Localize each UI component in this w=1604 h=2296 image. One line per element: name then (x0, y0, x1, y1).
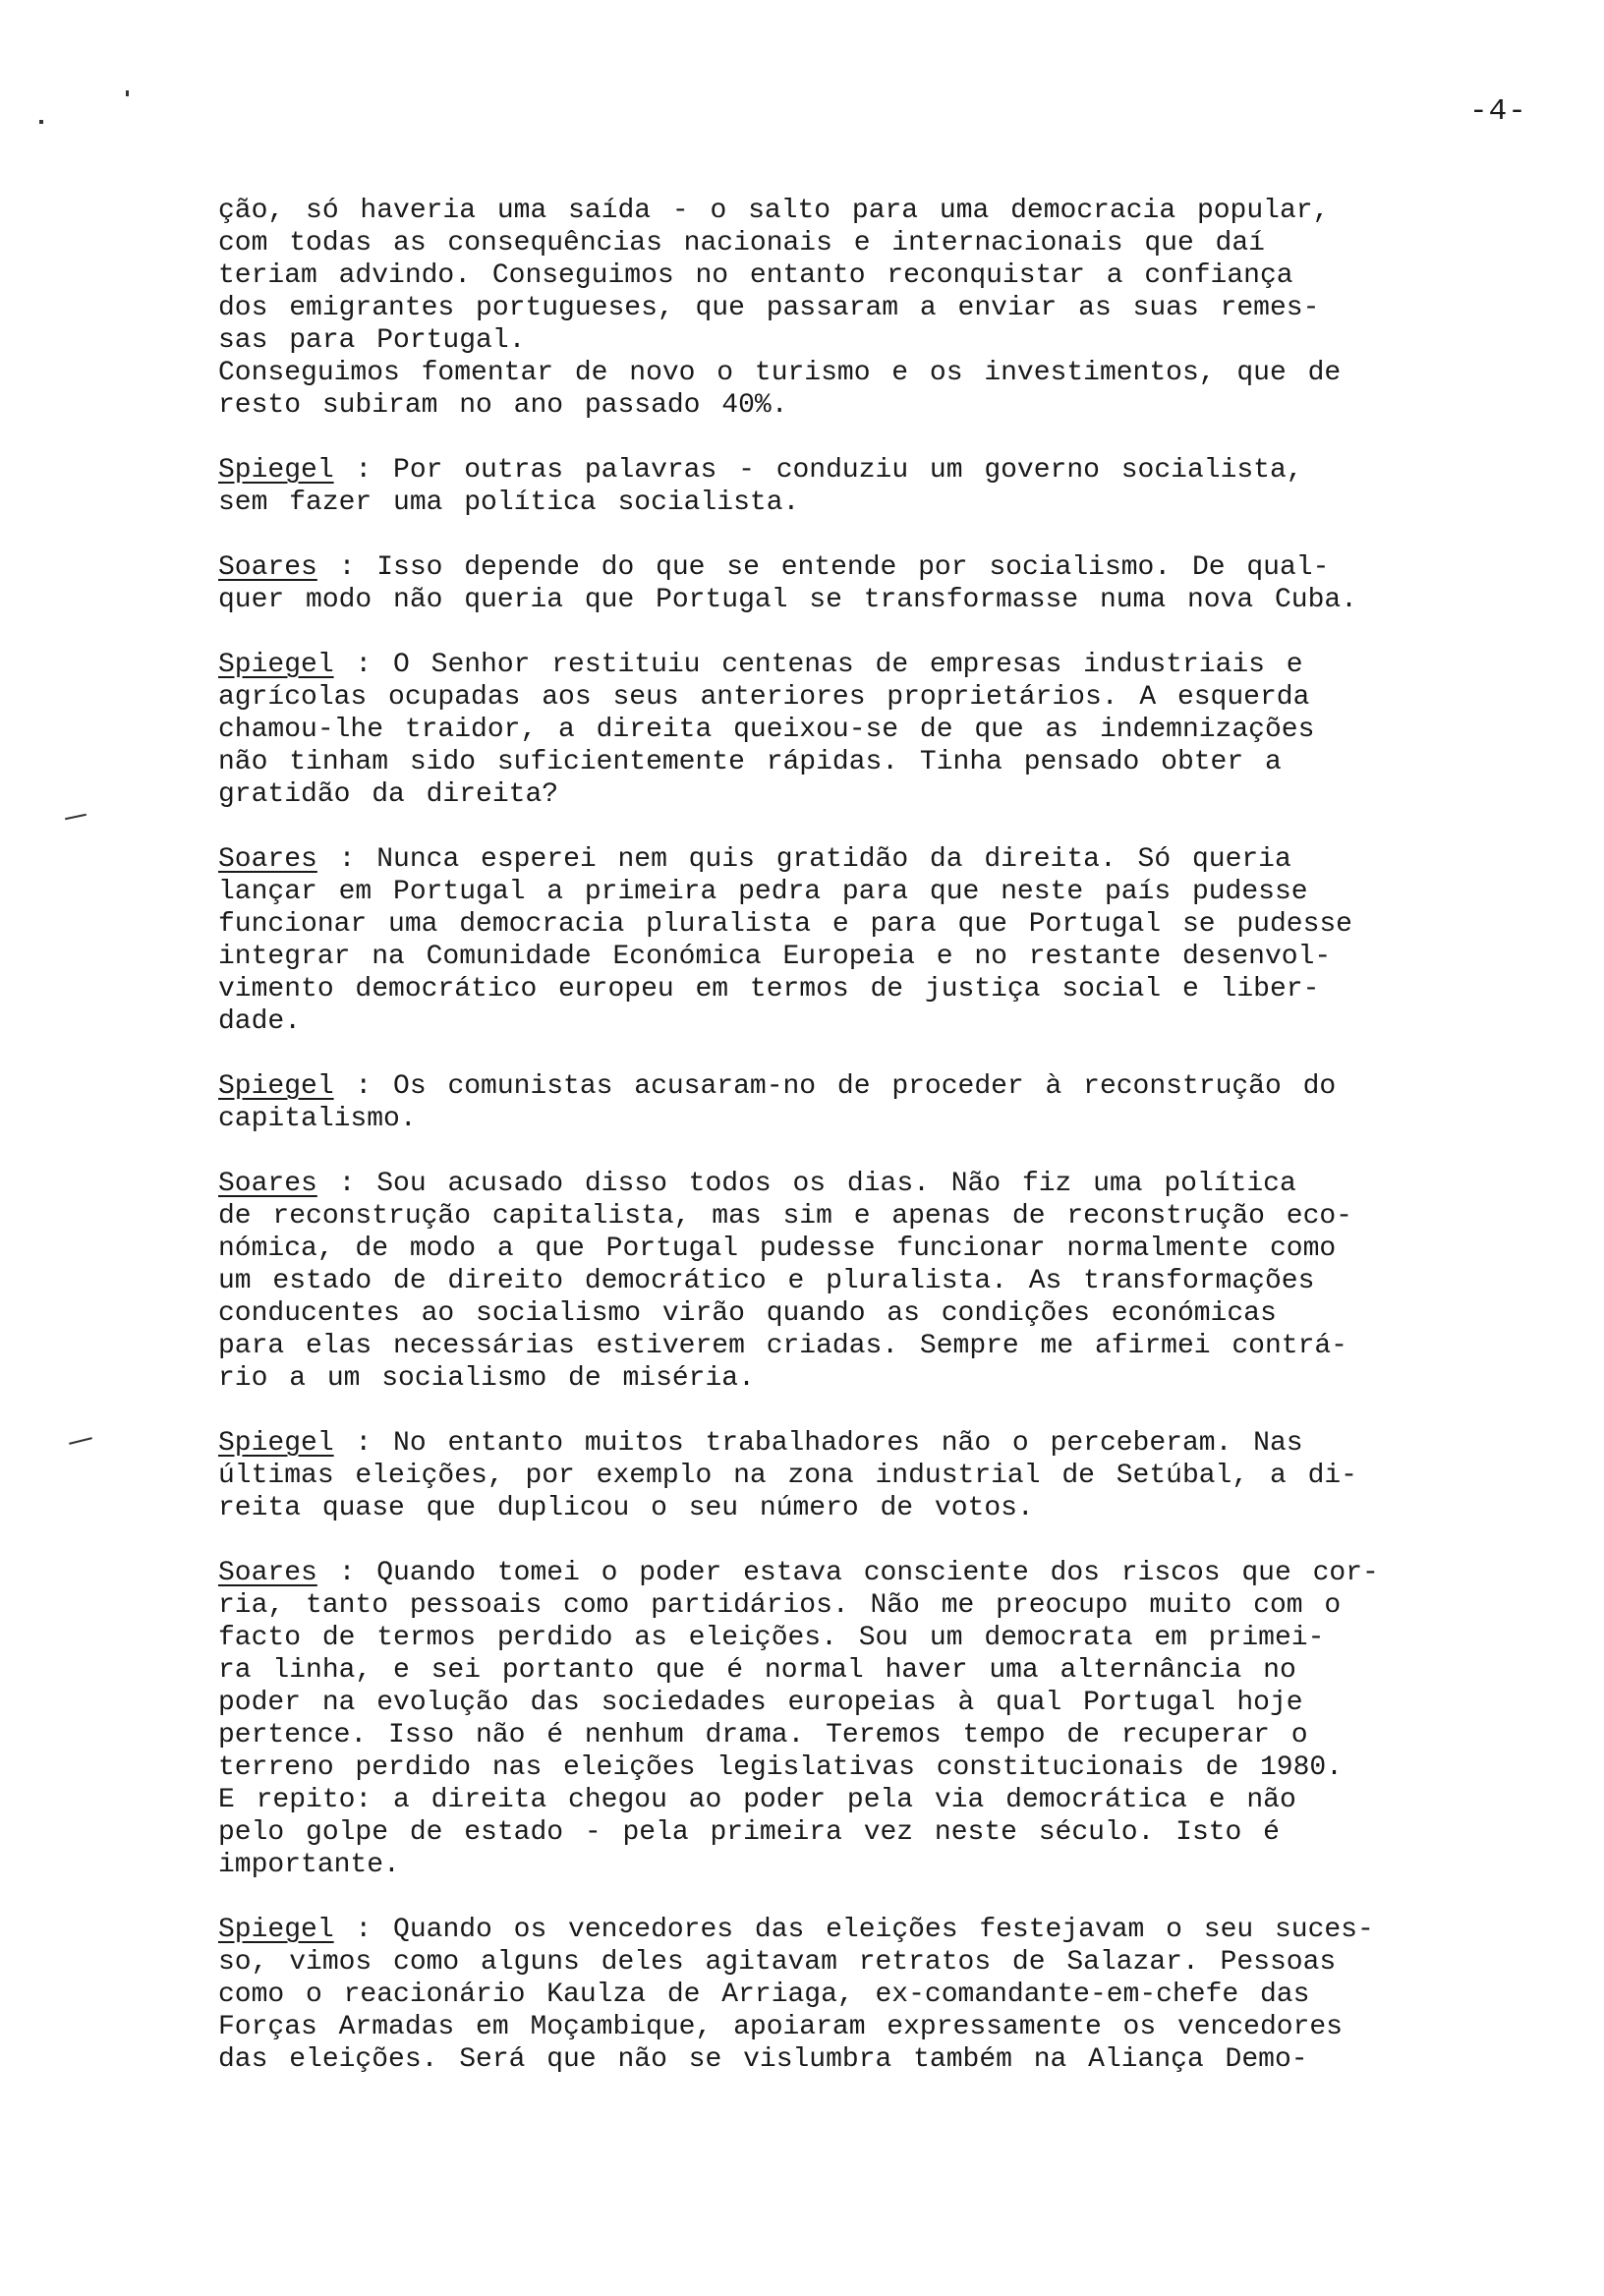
scan-mark (126, 90, 129, 96)
text-line (218, 941, 1594, 973)
line-text: Conseguimos fomentar de novo o turismo e os investimentos, que de (218, 358, 1342, 388)
paragraph (218, 1557, 1594, 1881)
paragraph (218, 551, 1594, 616)
text-line (218, 1557, 1594, 1589)
text-line (218, 681, 1594, 714)
text-line (218, 1654, 1594, 1687)
line-text: : Quando tomei o poder estava consciente dos riscos que cor- (316, 1558, 1379, 1588)
line-text: Forças Armadas em Moçambique, apoiaram expressamente os vencedores (218, 2012, 1343, 2042)
line-text: reita quase que duplicou o seu número de votos. (218, 1493, 1034, 1523)
paragraph (218, 1427, 1594, 1524)
line-text: integrar na Comunidade Económica Europeia e no restante desenvol- (218, 942, 1332, 972)
text-line (218, 551, 1594, 584)
text-line (218, 227, 1594, 259)
line-text: agrícolas ocupadas aos seus anteriores proprietários. A esquerda (218, 682, 1310, 713)
line-text: com todas as consequências nacionais e internacionais que daí (218, 228, 1265, 258)
paragraph-gap (218, 1881, 1594, 1914)
line-text: conducentes ao socialismo virão quando as condições económicas (218, 1298, 1277, 1329)
line-text: : Sou acusado disso todos os dias. Não fiz uma política (316, 1169, 1296, 1199)
speaker-name: Spiegel (218, 1915, 334, 1945)
text-line (218, 389, 1594, 422)
line-text: : Nunca esperei nem quis gratidão da direita. Só queria (316, 844, 1291, 875)
line-text: : Quando os vencedores das eleições festejavam o seu suces- (333, 1915, 1374, 1945)
speaker-name: Soares (218, 1558, 317, 1588)
text-line (218, 1751, 1594, 1784)
speaker-name: Soares (218, 552, 317, 583)
paragraph (218, 454, 1594, 519)
line-text: vimento democrático europeu em termos de justiça social e liber- (218, 974, 1320, 1004)
line-text: E repito: a direita chegou ao poder pela via democrática e não (218, 1785, 1296, 1815)
text-line (218, 1005, 1594, 1038)
text-line (218, 584, 1594, 616)
text-line (218, 1492, 1594, 1524)
line-text: para elas necessárias estiverem criadas. Sempre me afirmei contrá- (218, 1331, 1347, 1361)
speaker-name: Spiegel (218, 1428, 334, 1459)
paragraph (218, 195, 1594, 422)
line-text: não tinham sido suficientemente rápidas. Tinha pensado obter a (218, 747, 1282, 777)
text-line (218, 1265, 1594, 1297)
text-line (218, 487, 1594, 519)
line-text: últimas eleições, por exemplo na zona industrial de Setúbal, a di- (218, 1461, 1357, 1491)
scan-mark (39, 120, 43, 124)
text-line (218, 1460, 1594, 1492)
paragraph-gap (218, 1038, 1594, 1070)
paragraph-gap (218, 1395, 1594, 1427)
line-text: resto subiram no ano passado 40%. (218, 390, 788, 421)
speaker-name: Spiegel (218, 650, 334, 680)
line-text: um estado de direito democrático e pluralista. As transformações (218, 1266, 1315, 1296)
text-line (218, 778, 1594, 811)
text-line (218, 1622, 1594, 1654)
line-text: : Isso depende do que se entende por socialismo. De qual- (316, 552, 1330, 583)
speaker-name: Spiegel (218, 1071, 334, 1102)
text-line (218, 1070, 1594, 1103)
text-line (218, 649, 1594, 681)
line-text: terreno perdido nas eleições legislativas constitucionais de 1980. (218, 1752, 1343, 1783)
text-line (218, 259, 1594, 292)
line-text: de reconstrução capitalista, mas sim e apenas de reconstrução eco- (218, 1201, 1352, 1232)
paragraph (218, 1168, 1594, 1395)
line-text: das eleições. Será que não se vislumbra também na Aliança Demo- (218, 2044, 1308, 2075)
text-line (218, 1589, 1594, 1622)
paragraph (218, 649, 1594, 811)
text-line (218, 1297, 1594, 1330)
paragraph (218, 843, 1594, 1038)
paragraph-gap (218, 811, 1594, 843)
text-line (218, 1200, 1594, 1233)
line-text: sem fazer uma política socialista. (218, 488, 800, 518)
text-line (218, 195, 1594, 227)
paragraph-gap (218, 1135, 1594, 1168)
text-line (218, 1330, 1594, 1362)
speaker-name: Soares (218, 844, 317, 875)
text-line (218, 1784, 1594, 1816)
text-body (218, 195, 1594, 2076)
line-text: poder na evolução das sociedades europeias à qual Portugal hoje (218, 1688, 1303, 1718)
paragraph-gap (218, 422, 1594, 454)
text-line (218, 1103, 1594, 1135)
text-line (218, 746, 1594, 778)
scan-mark (65, 814, 86, 821)
line-text: so, vimos como alguns deles agitavam retratos de Salazar. Pessoas (218, 1947, 1337, 1978)
text-line (218, 1719, 1594, 1751)
text-line (218, 2043, 1594, 2076)
line-text: gratidão da direita? (218, 779, 559, 810)
line-text: sas para Portugal. (218, 325, 526, 356)
text-line (218, 1849, 1594, 1881)
line-text: quer modo não queria que Portugal se transformasse numa nova Cuba. (218, 585, 1357, 615)
text-line (218, 973, 1594, 1005)
scan-mark (69, 1437, 92, 1445)
text-line (218, 1168, 1594, 1200)
text-line (218, 1362, 1594, 1395)
text-line (218, 454, 1594, 487)
line-text: facto de termos perdido as eleições. Sou um democrata em primei- (218, 1623, 1325, 1653)
text-line (218, 1816, 1594, 1849)
line-text: ção, só haveria uma saída - o salto para uma democracia popular, (218, 196, 1330, 226)
line-text: nómica, de modo a que Portugal pudesse funcionar normalmente como (218, 1234, 1337, 1264)
speaker-name: Soares (218, 1169, 317, 1199)
line-text: : Por outras palavras - conduziu um governo socialista, (333, 455, 1303, 486)
line-text: funcionar uma democracia pluralista e para que Portugal se pudesse (218, 909, 1352, 940)
line-text: ria, tanto pessoais como partidários. Não me preocupo muito com o (218, 1590, 1342, 1621)
line-text: lançar em Portugal a primeira pedra para que neste país pudesse (218, 877, 1308, 907)
text-line (218, 324, 1594, 357)
text-line (218, 1427, 1594, 1460)
line-text: rio a um socialismo de miséria. (218, 1363, 755, 1394)
paragraph-gap (218, 519, 1594, 551)
text-line (218, 1914, 1594, 1946)
line-text: pelo golpe de estado - pela primeira vez neste século. Isto é (218, 1817, 1280, 1848)
text-line (218, 908, 1594, 941)
text-line (218, 292, 1594, 324)
text-line (218, 1687, 1594, 1719)
line-text: chamou-lhe traidor, a direita queixou-se de que as indemnizações (218, 715, 1315, 745)
line-text: como o reacionário Kaulza de Arriaga, ex-comandante-em-chefe das (218, 1980, 1310, 2010)
paragraph (218, 1070, 1594, 1135)
line-text: teriam advindo. Conseguimos no entanto reconquistar a confiança (218, 260, 1293, 291)
line-text: importante. (218, 1850, 400, 1880)
text-line (218, 1979, 1594, 2011)
text-line (218, 2011, 1594, 2043)
line-text: pertence. Isso não é nenhum drama. Teremos tempo de recuperar o (218, 1720, 1308, 1751)
paragraph-gap (218, 1524, 1594, 1557)
line-text: : O Senhor restituiu centenas de empresas industriais e (333, 650, 1303, 680)
line-text: ra linha, e sei portanto que é normal haver uma alternância no (218, 1655, 1296, 1686)
text-line (218, 876, 1594, 908)
line-text: dos emigrantes portugueses, que passaram a enviar as suas remes- (218, 293, 1320, 323)
page-number: -4- (1469, 94, 1527, 129)
speaker-name: Spiegel (218, 455, 334, 486)
line-text: capitalismo. (218, 1104, 417, 1134)
text-line (218, 1946, 1594, 1979)
text-line (218, 843, 1594, 876)
line-text: : No entanto muitos trabalhadores não o perceberam. Nas (333, 1428, 1303, 1459)
text-line (218, 714, 1594, 746)
text-line (218, 357, 1594, 389)
paragraph (218, 1914, 1594, 2076)
paragraph-gap (218, 616, 1594, 649)
line-text: : Os comunistas acusaram-no de proceder à reconstrução do (333, 1071, 1337, 1102)
line-text: dade. (218, 1006, 302, 1037)
text-line (218, 1233, 1594, 1265)
